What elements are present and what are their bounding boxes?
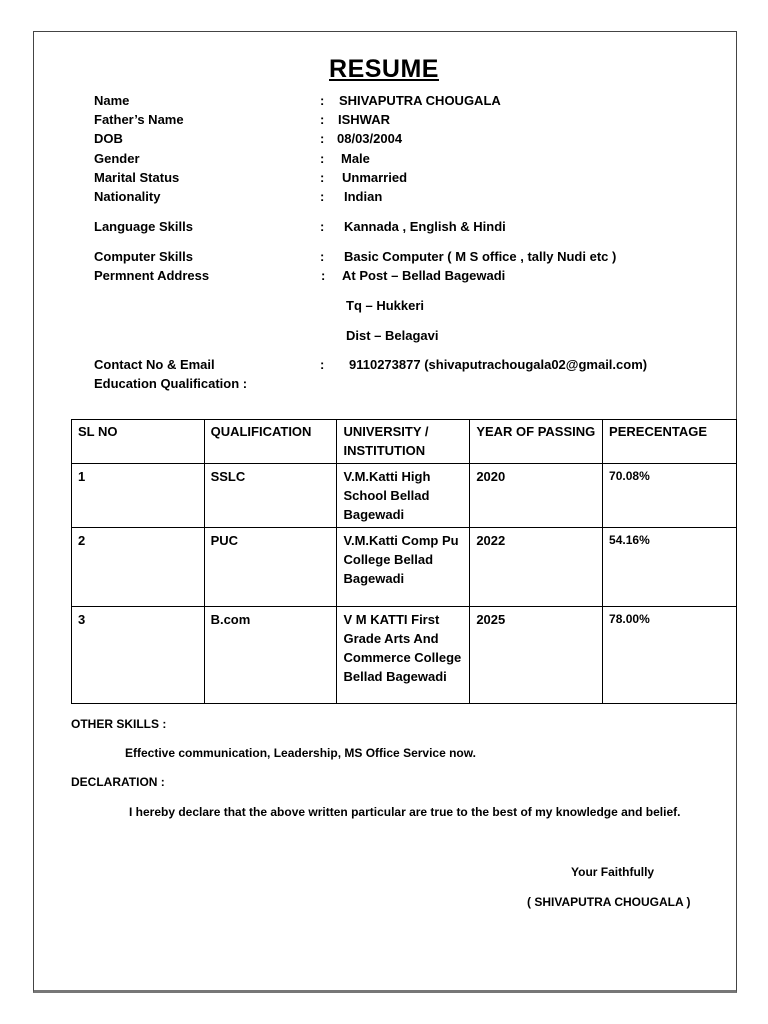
table-row — [72, 464, 737, 528]
cell-percentage: 54.16% — [603, 528, 737, 607]
address-line-3: Dist – Belagavi — [346, 328, 439, 343]
nationality-colon: : — [320, 189, 325, 204]
marital-status-colon: : — [320, 170, 325, 185]
name-label: Name — [94, 93, 130, 108]
marital-status-label: Marital Status — [94, 170, 180, 185]
name-colon: : — [320, 93, 325, 108]
computer-skills-label: Computer Skills — [94, 249, 193, 264]
address-label: Permnent Address — [94, 268, 210, 283]
header-institution: UNIVERSITY / INSTITUTION — [337, 420, 470, 464]
father-name-value: ISHWAR — [338, 112, 390, 127]
table-row — [72, 607, 737, 704]
gender-colon: : — [320, 151, 325, 166]
header-qualification: QUALIFICATION — [204, 420, 337, 464]
other-skills-text: Effective communication, Leadership, MS Office Service now. — [125, 746, 476, 760]
other-skills-heading: OTHER SKILLS : — [71, 717, 167, 731]
cell-sl: 1 — [72, 464, 205, 528]
cell-year: 2020 — [470, 464, 603, 528]
gender-label: Gender — [94, 151, 140, 166]
declaration-heading: DECLARATION : — [71, 775, 165, 789]
gender-value: Male — [341, 151, 370, 166]
cell-sl: 3 — [72, 607, 205, 704]
cell-qualification: SSLC — [204, 464, 337, 528]
cell-percentage: 78.00% — [603, 607, 737, 704]
table-row — [72, 528, 737, 607]
language-skills-colon: : — [320, 219, 325, 234]
cell-institution: V M KATTI First Grade Arts And Commerce College Bellad Bagewadi — [337, 607, 470, 704]
closing-signature: ( SHIVAPUTRA CHOUGALA ) — [527, 895, 691, 909]
contact-label: Contact No & Email — [94, 357, 215, 372]
dob-value: 08/03/2004 — [337, 131, 403, 146]
marital-status-value: Unmarried — [342, 170, 408, 185]
dob-colon: : — [320, 131, 325, 146]
address-line-1: At Post – Bellad Bagewadi — [342, 268, 506, 283]
nationality-label: Nationality — [94, 189, 161, 204]
name-value: SHIVAPUTRA CHOUGALA — [339, 93, 501, 108]
cell-sl: 2 — [72, 528, 205, 607]
language-skills-value: Kannada , English & Hindi — [344, 219, 506, 234]
closing-salutation: Your Faithfully — [571, 865, 655, 879]
cell-institution: V.M.Katti Comp Pu College Bellad Bagewadi — [337, 528, 470, 607]
education-qualification-label: Education Qualification : — [94, 376, 248, 391]
father-name-label: Father’s Name — [94, 112, 184, 127]
nationality-value: Indian — [344, 189, 383, 204]
declaration-text: I hereby declare that the above written particular are true to the best of my knowledge and belief. — [129, 805, 681, 819]
cell-year: 2022 — [470, 528, 603, 607]
cell-institution: V.M.Katti High School Bellad Bagewadi — [337, 464, 470, 528]
cell-qualification: B.com — [204, 607, 337, 704]
cell-year: 2025 — [470, 607, 603, 704]
cell-qualification: PUC — [204, 528, 337, 607]
computer-skills-value: Basic Computer ( M S office , tally Nudi etc ) — [344, 249, 617, 264]
education-table — [71, 419, 737, 704]
dob-label: DOB — [94, 131, 123, 146]
cell-percentage: 70.08% — [603, 464, 737, 528]
contact-value: 9110273877 (shivaputrachougala02@gmail.com) — [349, 357, 648, 372]
table-header-row — [72, 420, 737, 464]
header-sl-no: SL NO — [72, 420, 205, 464]
computer-skills-colon: : — [320, 249, 325, 264]
father-name-colon: : — [320, 112, 325, 127]
language-skills-label: Language Skills — [94, 219, 193, 234]
page-title: RESUME — [329, 55, 439, 83]
address-line-2: Tq – Hukkeri — [346, 298, 425, 313]
header-percentage: PERECENTAGE — [603, 420, 737, 464]
header-year: YEAR OF PASSING — [470, 420, 603, 464]
address-colon: : — [321, 268, 326, 283]
contact-colon: : — [320, 357, 325, 372]
